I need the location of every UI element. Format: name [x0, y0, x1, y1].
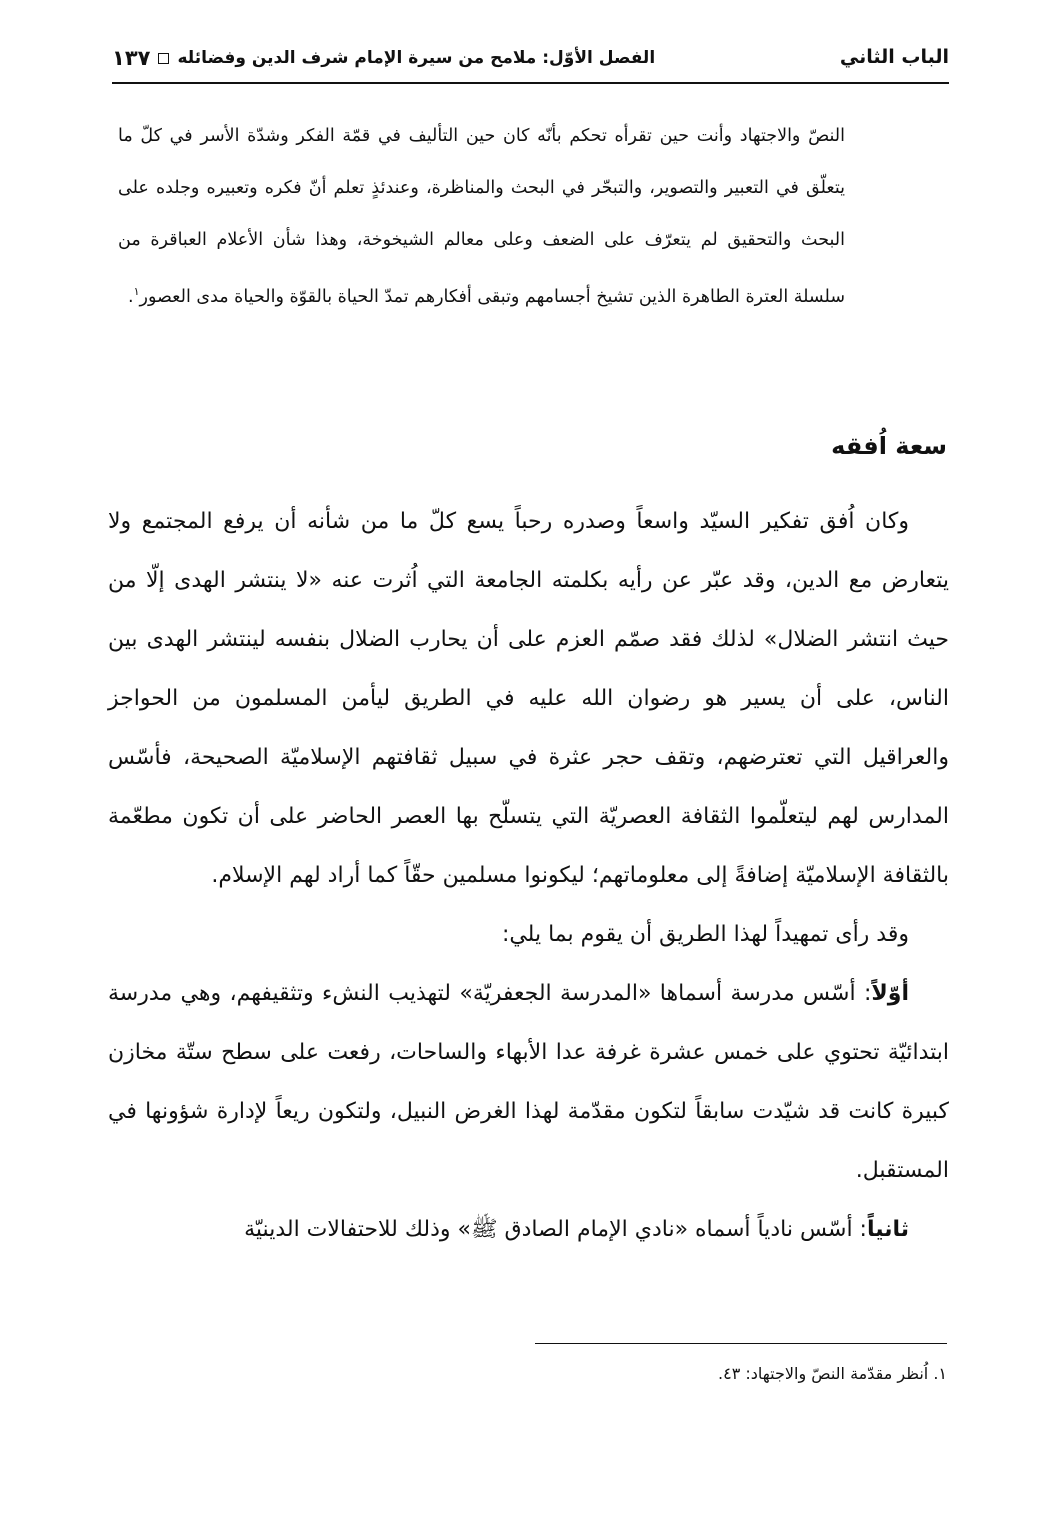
section-title-group: [112, 46, 655, 70]
footnote-reference: ١: [133, 285, 140, 298]
body-paragraph: [108, 964, 949, 1200]
running-header: [112, 38, 949, 84]
paragraph-text: : أسّس نادياً أسماه «نادي الإمام الصادق ﷺ» وذلك للاحتفالات الدينيّة: [244, 1217, 867, 1242]
intro-end: .: [128, 286, 134, 307]
intro-paragraph: [118, 110, 845, 323]
paragraph-text: وقد رأى تمهيداً لهذا الطريق أن يقوم بما يلي:: [501, 922, 909, 947]
body-paragraph: [108, 492, 949, 905]
section-heading: سعة اُفقه: [831, 432, 947, 460]
footnote-divider: [535, 1343, 947, 1344]
paragraph-text: : أسّس مدرسة أسماها «المدرسة الجعفريّة» لتهذيب النشء وتثقيفهم، وهي مدرسة ابتدائيّة تحتوي على خمس عشرة غرفة عدا الأبهاء والساحات، رفعت على سطح ستّة مخازن كبيرة كانت قد شيّدت سابقاً لتكون مقدّمة لهذا الغرض النبيل، ولتكون ريعاً لإدارة شؤونها في المستقبل.: [108, 981, 949, 1183]
body-paragraph: [108, 1200, 949, 1259]
page-number: ١٣٧: [112, 46, 151, 70]
footnote: ١. اُنظر مقدّمة النصّ والاجتهاد: ٤٣.: [718, 1364, 947, 1383]
body-paragraph: [108, 905, 949, 964]
item-label: ثانياً: [866, 1217, 909, 1242]
paragraph-text: وكان اُفق تفكير السيّد واسعاً وصدره رحباً يسع كلّ ما من شأنه أن يرفع المجتمع ولا يتعارض مع الدين، وقد عبّر عن رأيه بكلمته الجامعة التي اُثرت عنه «لا ينتشر الهدى إلّا من حيث انتشر الضلال» لذلك فقد صمّم العزم على أن يحارب الضلال بنفسه لينتشر الهدى بين الناس، على أن يسير هو رضوان الله عليه في الطريق ليأمن المسلمون من الحواجز والعراقيل التي تعترضهم، وتقف حجر عثرة في سبيل ثقافتهم الإسلاميّة الصحيحة، فأسّس المدارس لهم ليتعلّموا الثقافة العصريّة التي يتسلّح بها العصر الحاضر على أن تكون مطعّمة بالثقافة الإسلاميّة إضافةً إلى معلوماتهم؛ ليكونوا مسلمين حقّاً كما أراد لهم الإسلام.: [108, 509, 949, 888]
section-title: الفصل الأوّل: ملامح من سيرة الإمام شرف الدين وفضائله: [177, 48, 656, 68]
intro-text: النصّ والاجتهاد وأنت حين تقرأه تحكم بأنّه كان حين التأليف في قمّة الفكر وشدّة الأسر في كلّ ما يتعلّق في التعبير والتصوير، والتبحّر في البحث والمناظرة، وعندئذٍ تعلم أنّ فكره وتعبيره وجلده على البحث والتحقيق لم يتعرّف على الضعف وعلى معالم الشيخوخة، وهذا شأن الأعلام العباقرة من سلسلة العترة الطاهرة الذين تشيخ أجسامهم وتبقى أفكارهم تمدّ الحياة بالقوّة والحياة مدى العصور: [118, 126, 845, 307]
body-text: [108, 492, 949, 1259]
square-ornament-icon: [158, 53, 169, 64]
item-label: أوّلاً: [871, 981, 909, 1006]
chapter-title: الباب الثاني: [839, 46, 949, 68]
